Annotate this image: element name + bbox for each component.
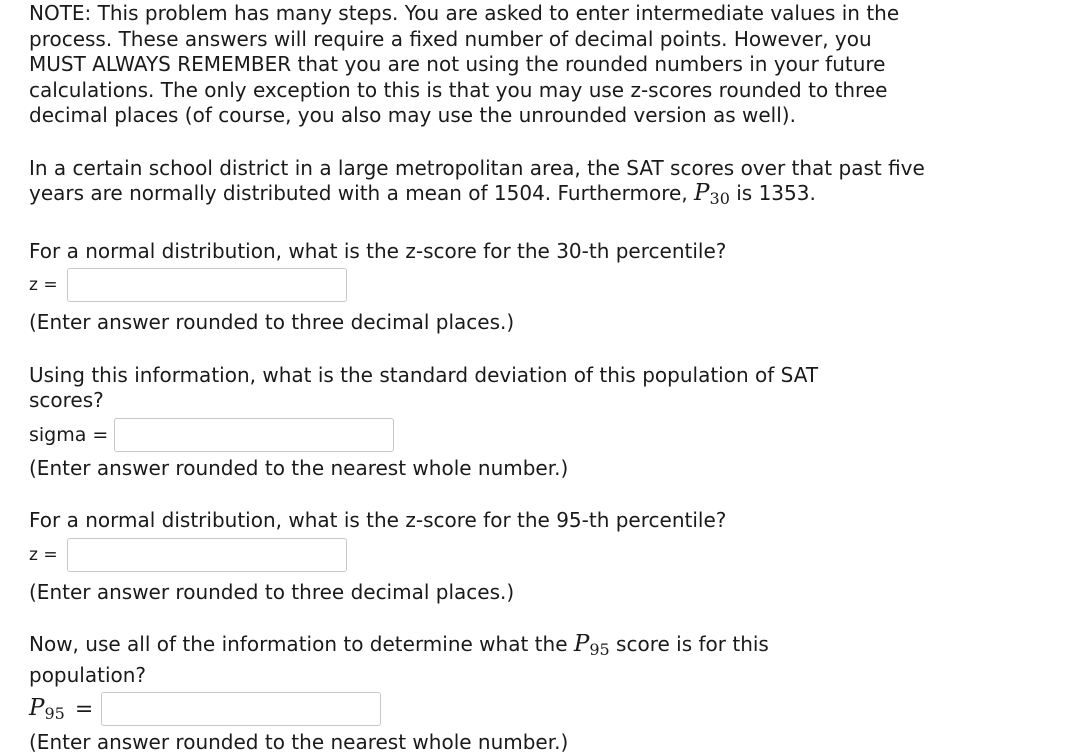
question-1-text: For a normal distribution, what is the z-score for the 30-th percentile? bbox=[29, 238, 727, 263]
q4-text-before: Now, use all of the information to determine what the bbox=[29, 632, 574, 656]
z-score-30-input[interactable] bbox=[67, 268, 347, 302]
q4-text-after: score is for this population? bbox=[29, 632, 769, 687]
p95-label-subscript: 95 bbox=[44, 704, 65, 723]
intro-paragraph bbox=[29, 156, 929, 212]
p95-subscript: 95 bbox=[589, 640, 610, 659]
intro-text-after: is 1353. bbox=[729, 181, 816, 205]
question-1-hint: (Enter answer rounded to three decimal places.) bbox=[29, 310, 515, 334]
note-paragraph: NOTE: This problem has many steps. You are asked to enter intermediate values in the process. These answers will require a fixed number of decimal points. However, you MUST ALWAYS REMEMBER that you are not using the rounded numbers in your future calculations. The only exception to this is that you may use z-scores rounded to three decimal places (of course, you also may use the unrounded version as well). bbox=[29, 1, 900, 127]
question-4-hint: (Enter answer rounded to the nearest whole number.) bbox=[29, 730, 569, 754]
p30-subscript: 30 bbox=[709, 189, 730, 208]
question-3-text: For a normal distribution, what is the z-score for the 95-th percentile? bbox=[29, 508, 727, 532]
p95-score-input[interactable] bbox=[101, 692, 381, 726]
question-4-answer-row bbox=[29, 690, 1059, 728]
p95-label bbox=[29, 695, 65, 723]
p95-label-symbol: P bbox=[29, 695, 45, 721]
sigma-input[interactable] bbox=[114, 418, 394, 452]
z-30-label: z = bbox=[29, 275, 63, 295]
p95-symbol: P bbox=[573, 631, 590, 657]
p95-equals: = bbox=[74, 696, 94, 722]
percentile-p30 bbox=[694, 180, 730, 206]
question-1-answer-row bbox=[29, 266, 1059, 304]
question-3-answer-row bbox=[29, 536, 1059, 574]
percentile-p95 bbox=[574, 631, 610, 657]
question-4-text bbox=[29, 632, 829, 688]
question-2-text: Using this information, what is the standard deviation of this population of SAT scores? bbox=[29, 362, 819, 412]
sigma-label: sigma = bbox=[29, 423, 115, 446]
question-2-answer-row bbox=[29, 416, 1059, 454]
problem-page bbox=[29, 0, 1059, 756]
intro-text-before: In a certain school district in a large metropolitan area, the SAT scores over that past five years are normally distributed with a mean of 1504. Furthermore, bbox=[29, 155, 925, 205]
question-3-hint: (Enter answer rounded to three decimal places.) bbox=[29, 579, 515, 604]
question-2-hint: (Enter answer rounded to the nearest whole number.) bbox=[29, 455, 569, 480]
p30-symbol: P bbox=[694, 180, 710, 206]
z-95-label: z = bbox=[29, 544, 63, 565]
z-score-95-input[interactable] bbox=[67, 538, 347, 572]
